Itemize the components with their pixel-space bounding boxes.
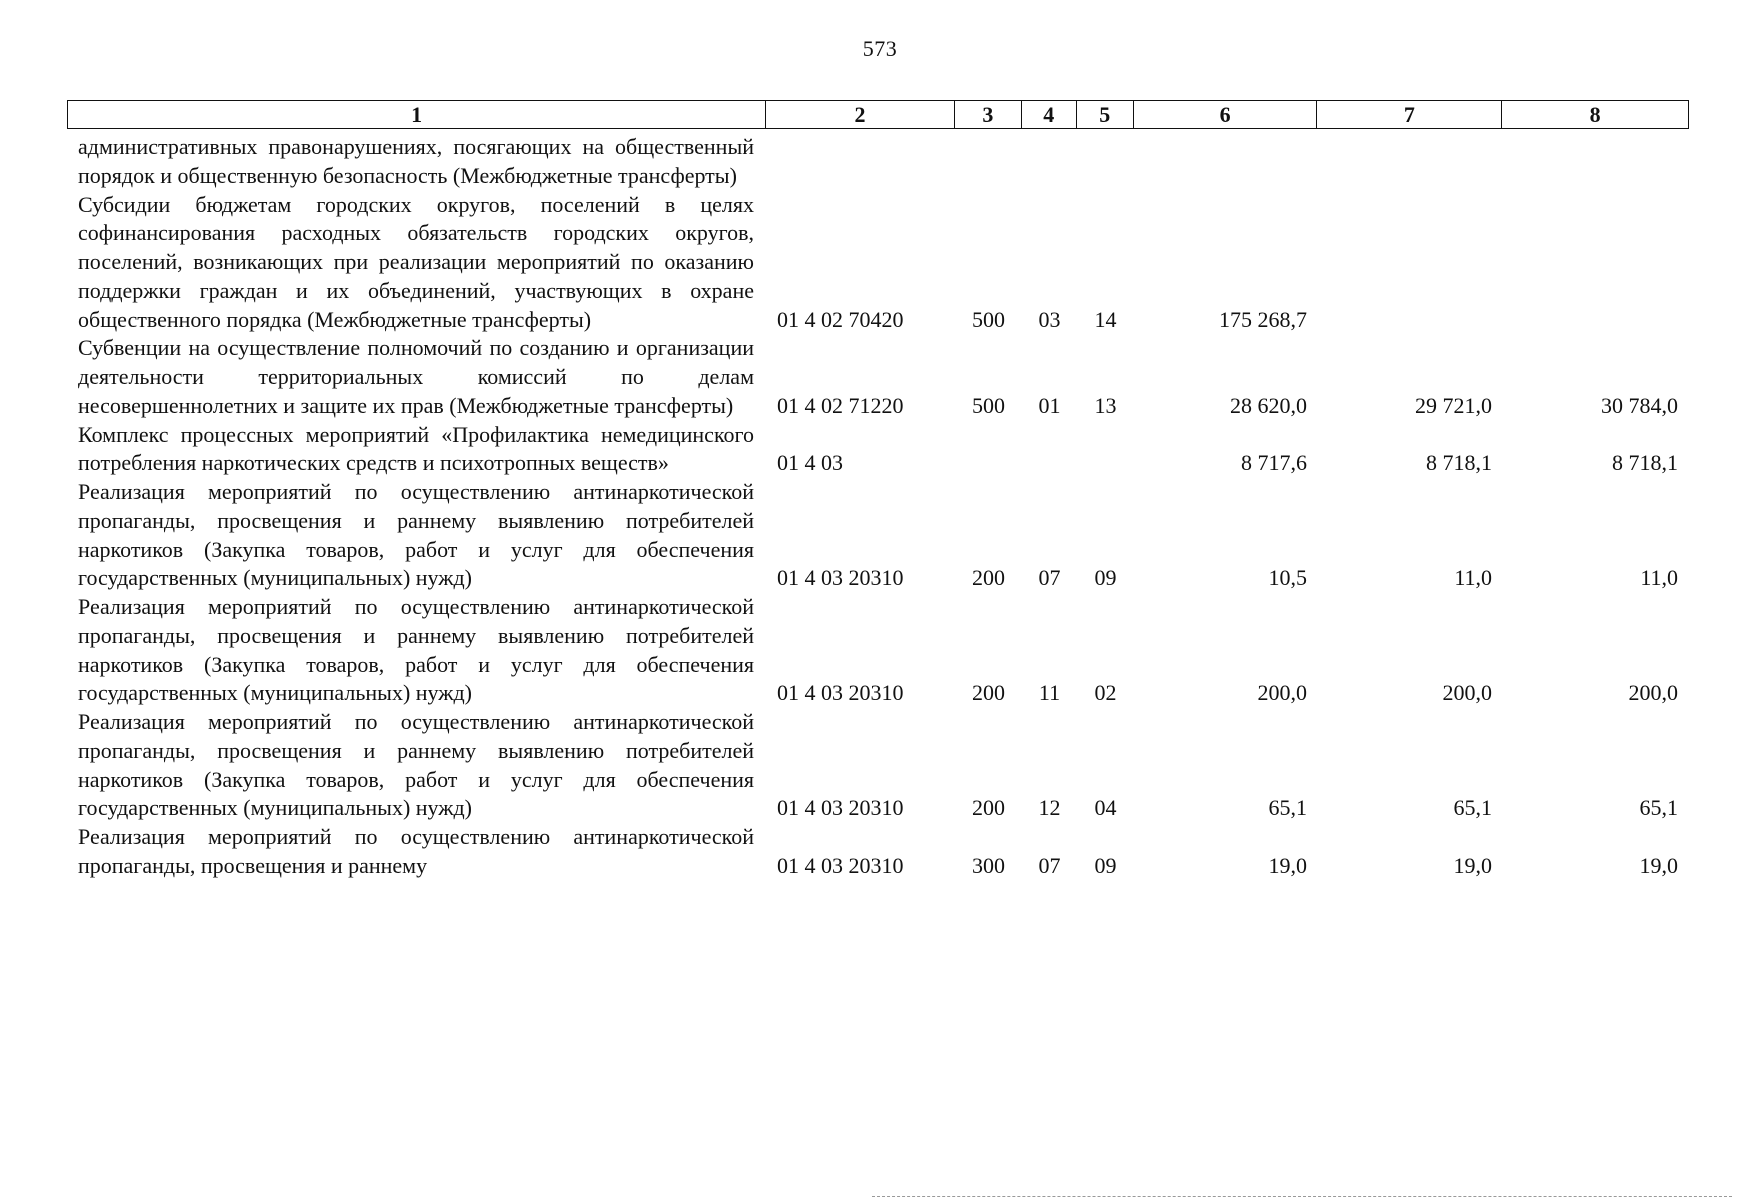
row-col-8: 65,1 <box>1639 795 1678 821</box>
header-col-1: 1 <box>68 101 766 128</box>
row-description: Реализация мероприятий по осуществлению антинаркотической пропаганды, просвещения и раннему <box>78 824 754 878</box>
table-row <box>67 334 1689 420</box>
row-col-7: 19,0 <box>1453 852 1492 878</box>
row-col-6: 28 620,0 <box>1230 392 1307 418</box>
row-col-3: 500 <box>972 306 1005 332</box>
row-col-7: 11,0 <box>1454 565 1492 591</box>
row-col-4: 07 <box>1038 565 1061 591</box>
header-col-7: 7 <box>1317 101 1502 128</box>
table-row <box>67 823 1689 881</box>
row-col-5: 09 <box>1094 565 1117 591</box>
row-description: Реализация мероприятий по осуществлению антинаркотической пропаганды, просвещения и раннему выявлению потребителей наркотиков (Закупка товаров, работ и услуг для обеспечения государственных (муниципальных) нужд) <box>78 479 754 591</box>
row-col-7: 65,1 <box>1453 795 1492 821</box>
row-col-8: 30 784,0 <box>1601 392 1678 418</box>
row-col-4: 07 <box>1038 852 1061 878</box>
row-description: Реализация мероприятий по осуществлению антинаркотической пропаганды, просвещения и раннему выявлению потребителей наркотиков (Закупка товаров, работ и услуг для обеспечения государственных (муниципальных) нужд) <box>78 709 754 821</box>
row-code: 01 4 02 70420 <box>777 306 904 332</box>
row-col-5: 13 <box>1094 392 1117 418</box>
row-col-3: 500 <box>972 392 1005 418</box>
row-col-3: 200 <box>972 680 1005 706</box>
table-body <box>67 133 1689 881</box>
row-col-4: 11 <box>1038 680 1061 706</box>
row-col-6: 10,5 <box>1268 565 1307 591</box>
table-row <box>67 708 1689 823</box>
row-col-4: 01 <box>1038 392 1061 418</box>
row-col-8: 11,0 <box>1640 565 1678 591</box>
row-code: 01 4 02 71220 <box>777 392 904 418</box>
row-col-8: 19,0 <box>1639 852 1678 878</box>
row-code: 01 4 03 20310 <box>777 565 904 591</box>
header-col-8: 8 <box>1589 102 1601 127</box>
row-col-8: 8 718,1 <box>1612 450 1678 476</box>
row-col-6: 65,1 <box>1268 795 1307 821</box>
header-col-4: 4 <box>1022 101 1077 128</box>
row-code: 01 4 03 20310 <box>777 680 904 706</box>
header-col-6: 6 <box>1134 101 1318 128</box>
row-col-6: 175 268,7 <box>1219 306 1307 332</box>
row-col-5: 09 <box>1094 852 1117 878</box>
table-row <box>67 133 1689 191</box>
row-col-3: 300 <box>972 852 1005 878</box>
table-header <box>67 100 1689 129</box>
row-description: Реализация мероприятий по осуществлению антинаркотической пропаганды, просвещения и раннему выявлению потребителей наркотиков (Закупка товаров, работ и услуг для обеспечения государственных (муниципальных) нужд) <box>78 594 754 706</box>
footer-divider <box>872 1196 1732 1197</box>
table-row <box>67 593 1689 708</box>
row-col-5: 04 <box>1094 795 1117 821</box>
row-col-6: 200,0 <box>1257 680 1307 706</box>
row-description: Субвенции на осуществление полномочий по созданию и организации деятельности территориальных комиссий по делам несовершеннолетних и защите их прав (Межбюджетные трансферты) <box>78 335 754 418</box>
row-col-3: 200 <box>972 795 1005 821</box>
table-row <box>67 478 1689 593</box>
table-row <box>67 421 1689 479</box>
row-code: 01 4 03 <box>777 450 843 476</box>
page-number: 573 <box>862 36 898 61</box>
row-col-7: 200,0 <box>1442 680 1492 706</box>
row-description: административных правонарушениях, посягающих на общественный порядок и общественную безопасность (Межбюджетные трансферты) <box>78 134 754 188</box>
row-code: 01 4 03 20310 <box>777 852 904 878</box>
table-row <box>67 191 1689 335</box>
row-col-4: 12 <box>1038 795 1061 821</box>
header-col-5: 5 <box>1077 101 1134 128</box>
row-col-4: 03 <box>1038 306 1061 332</box>
row-code: 01 4 03 20310 <box>777 795 904 821</box>
row-description: Субсидии бюджетам городских округов, поселений в целях софинансирования расходных обязательств городских округов, поселений, возникающих при реализации мероприятий по оказанию поддержки граждан и их объединений, участвующих в охране общественного порядка (Межбюджетные трансферты) <box>78 191 754 332</box>
row-col-3: 200 <box>972 565 1005 591</box>
row-col-6: 8 717,6 <box>1241 450 1307 476</box>
header-col-2: 2 <box>766 101 955 128</box>
row-col-7: 8 718,1 <box>1426 450 1492 476</box>
header-col-3: 3 <box>955 101 1022 128</box>
row-col-7: 29 721,0 <box>1415 392 1492 418</box>
row-col-5: 02 <box>1094 680 1117 706</box>
row-description: Комплекс процессных мероприятий «Профилактика немедицинского потребления наркотических средств и психотропных веществ» <box>78 421 754 476</box>
row-col-8: 200,0 <box>1628 680 1678 706</box>
row-col-6: 19,0 <box>1268 852 1307 878</box>
row-col-5: 14 <box>1094 306 1117 332</box>
